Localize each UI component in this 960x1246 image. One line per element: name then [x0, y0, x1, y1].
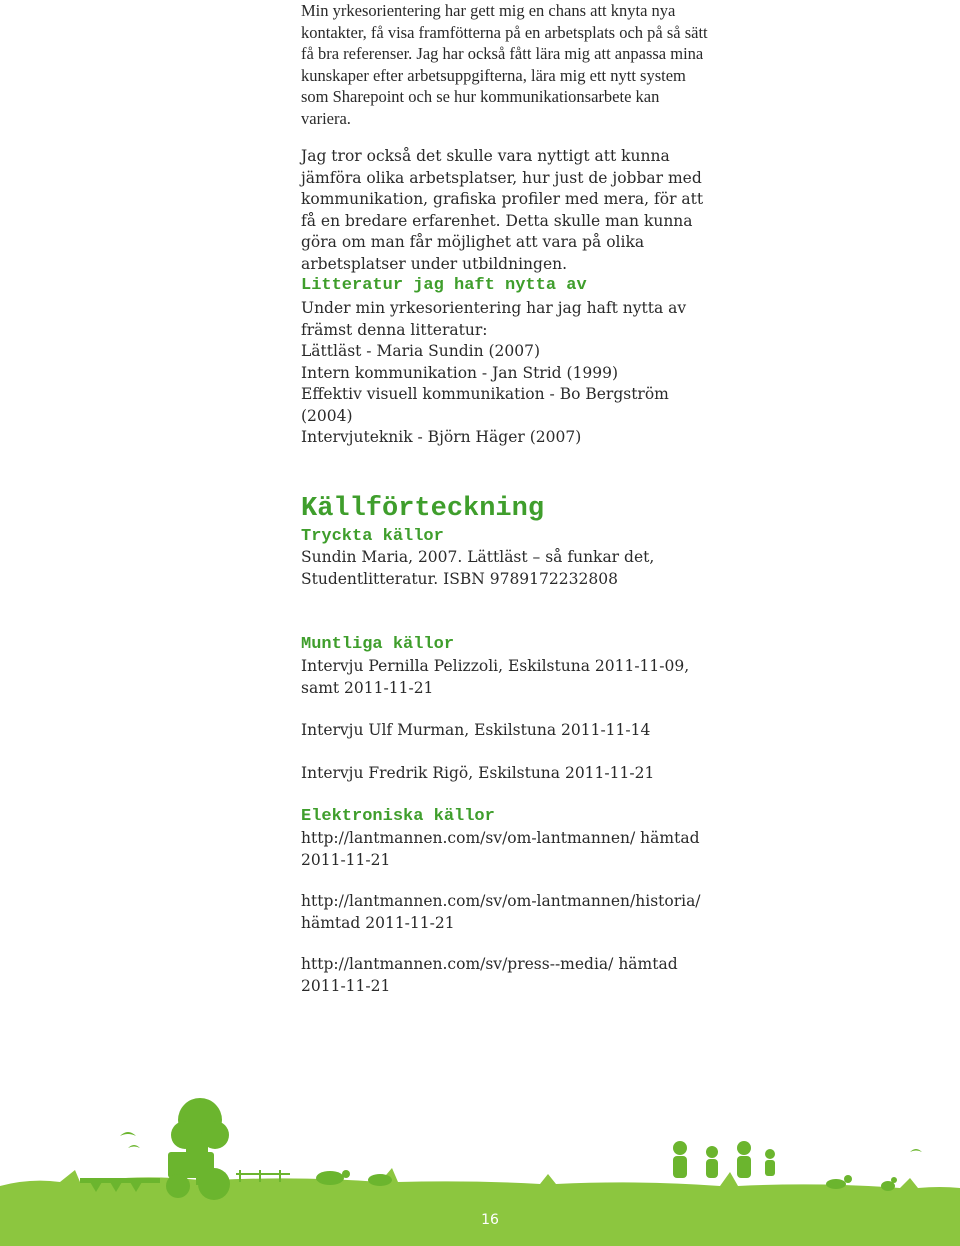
printed-sources-list: [301, 547, 711, 590]
source-link: http://lantmannen.com/sv/om-lantmannen/historia/ hämtad 2011-11-21: [301, 892, 701, 932]
electronic-sources-heading: Elektroniska källor: [301, 807, 495, 826]
bird-icon: [910, 1149, 922, 1152]
source-item: Sundin Maria, 2007. Lättläst – så funkar det, Studentlitteratur. ISBN 9789172232808: [301, 548, 655, 588]
page-number: 16: [481, 1212, 499, 1228]
bird-icon: [120, 1132, 140, 1148]
literature-item: Intern kommunikation - Jan Strid (1999): [301, 363, 619, 382]
comparison-paragraph: [301, 146, 711, 275]
oral-sources-heading: Muntliga källor: [301, 635, 455, 654]
source-item: Intervju Fredrik Rigö, Eskilstuna 2011-11-21: [301, 763, 655, 782]
electronic-sources-list: [301, 828, 711, 1017]
paragraph-text: Min yrkesorientering har gett mig en chans att knyta nya kontakter, få visa framfötterna på en arbetsplats och på så sätt få bra referenser. Jag har också fått lära mig att anpassa mina kunskaper efter arbetsuppgifterna, lära mig ett nytt system som Sharepoint och se hur kommunikationsarbete kan variera.: [301, 1, 708, 128]
literature-item: Lättläst - Maria Sundin (2007): [301, 342, 541, 360]
literature-heading: Litteratur jag haft nytta av: [301, 276, 587, 295]
sources-heading: Källförteckning: [301, 494, 545, 524]
source-link: http://lantmannen.com/sv/press--media/ hämtad 2011-11-21: [301, 955, 678, 995]
literature-intro: Under min yrkesorientering har jag haft nytta av främst denna litteratur:: [301, 299, 687, 339]
source-link: http://lantmannen.com/sv/om-lantmannen/ hämtad 2011-11-21: [301, 829, 700, 869]
intro-paragraph: [301, 0, 711, 129]
oral-sources-list: [301, 656, 711, 805]
literature-item: Effektiv visuell kommunikation - Bo Bergström (2004): [301, 385, 669, 425]
source-item: Intervju Ulf Murman, Eskilstuna 2011-11-14: [301, 721, 651, 739]
paragraph-text: Jag tror också det skulle vara nyttigt att kunna jämföra olika arbetsplatser, hur just de jobbar med kommunikation, grafiska profiler med mera, för att få en bredare erfarenhet. Detta skulle man kunna göra om man får möjlighet att vara på olika arbetsplatser under utbildningen.: [301, 147, 704, 273]
printed-sources-heading: Tryckta källor: [301, 527, 444, 546]
source-item: Intervju Pernilla Pelizzoli, Eskilstuna 2011-11-09, samt 2011-11-21: [301, 657, 690, 697]
literature-item: Intervjuteknik - Björn Häger (2007): [301, 428, 582, 446]
literature-list: [301, 298, 711, 449]
people-icon: [673, 1141, 775, 1178]
